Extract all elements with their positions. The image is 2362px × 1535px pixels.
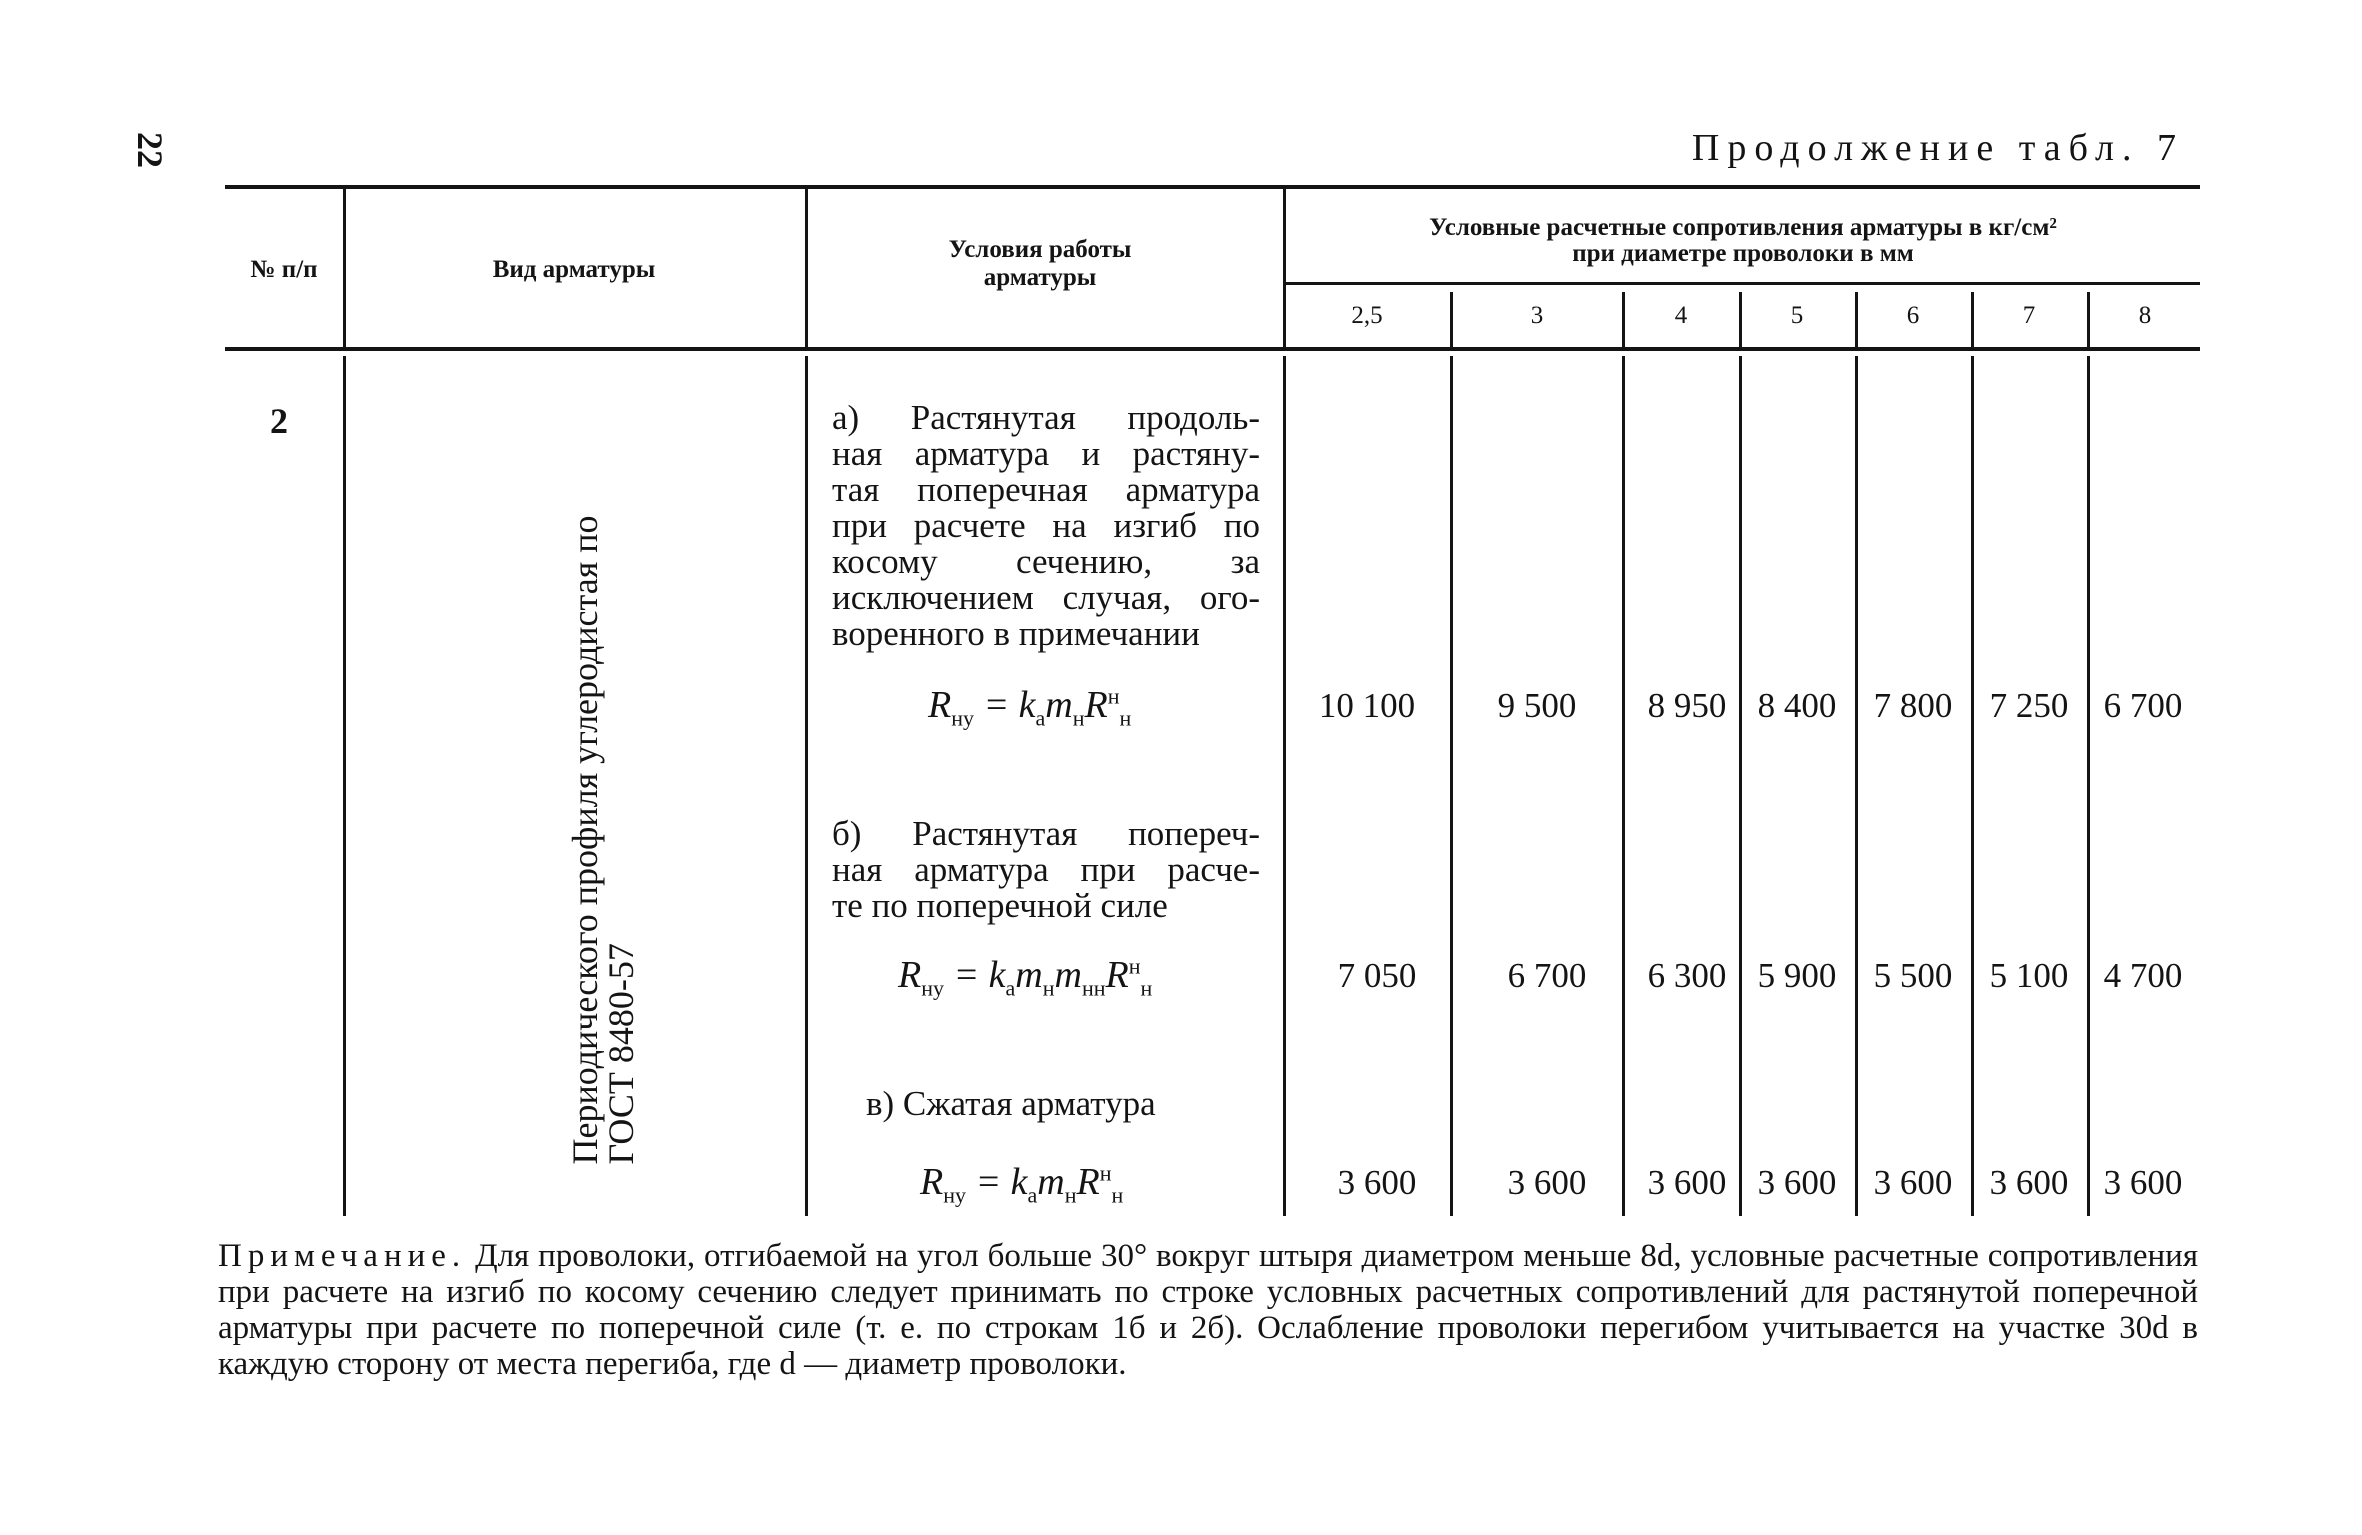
value-a: 8 400 xyxy=(1757,686,1837,725)
value-a: 7 250 xyxy=(1989,686,2069,725)
table-note xyxy=(218,1238,2198,1382)
value-c: 3 600 xyxy=(1647,1163,1727,1202)
row-number: 2 xyxy=(270,401,288,441)
table-continuation-caption: Продолжение табл. 7 xyxy=(1691,127,2184,169)
value-b: 6 300 xyxy=(1647,956,1727,995)
diameter-header: 2,5 xyxy=(1351,302,1383,329)
header-working-conditions: Условия работы арматуры xyxy=(948,236,1132,291)
header-reinforcement-type: Вид арматуры xyxy=(492,256,656,283)
note-text: Для проволоки, отгибаемой на угол больше 30° вокруг штыря диаметром меньше 8d, условные расчетные сопротивления при расчете на изгиб по косому сечению следует принимать по строке условных расчетных сопротивлений для растянутой поперечной арматуры при расчете по поперечной силе (т. е. по строкам 1б и 2б). Ослабление проволоки перегибом учитывается на участке 30d в каждую сторону от места перегиба, где d — диаметр проволоки. xyxy=(218,1238,2198,1382)
value-c: 3 600 xyxy=(1989,1163,2069,1202)
body-col-divider xyxy=(805,356,808,1216)
value-a: 9 500 xyxy=(1497,686,1577,725)
formula-b: $R_{ну} = k_аm_нm_{нн}R^н_н$ xyxy=(898,953,1153,1001)
condition-a-line: а) Растянутая продоль- xyxy=(832,398,1260,437)
body-col-divider xyxy=(1622,356,1625,1216)
formula-c: $R_{ну} = k_аm_нR^н_н$ xyxy=(920,1160,1124,1208)
value-a: 8 950 xyxy=(1647,686,1727,725)
diameter-header: 4 xyxy=(1674,302,1688,329)
condition-b-line: б) Растянутая попереч- xyxy=(832,814,1260,853)
condition-a-line: косому сечению, за xyxy=(832,542,1260,581)
diameter-header: 7 xyxy=(2022,302,2036,329)
value-c: 3 600 xyxy=(1873,1163,1953,1202)
value-a: 10 100 xyxy=(1318,686,1416,725)
reinforcement-type-line2: ГОСТ 8480-57 xyxy=(601,943,641,1165)
value-b: 5 500 xyxy=(1873,956,1953,995)
body-col-divider xyxy=(1739,356,1742,1216)
note-heading: Примечание. xyxy=(218,1238,467,1274)
body-col-divider xyxy=(2087,356,2090,1216)
value-b: 7 050 xyxy=(1337,956,1417,995)
value-c: 3 600 xyxy=(2103,1163,2183,1202)
diameter-header: 3 xyxy=(1530,302,1544,329)
value-a: 6 700 xyxy=(2103,686,2183,725)
body-col-divider xyxy=(343,356,346,1216)
condition-a-line: исключением случая, ого- xyxy=(832,578,1260,617)
value-c: 3 600 xyxy=(1757,1163,1837,1202)
condition-a-line: ная арматура и растяну- xyxy=(832,434,1260,473)
value-b: 4 700 xyxy=(2103,956,2183,995)
header-sub-rule xyxy=(1285,282,2200,285)
table-top-rule xyxy=(225,185,2200,189)
condition-a-line: воренного в примечании xyxy=(832,614,1200,653)
body-col-divider xyxy=(1283,356,1286,1216)
body-col-divider xyxy=(1855,356,1858,1216)
header-resistances-line2: при диаметре проволоки в мм xyxy=(1572,240,1914,267)
header-resistances-line1: Условные расчетные сопротивления арматуры в кг/см² xyxy=(1429,214,2057,241)
reinforcement-type-vertical xyxy=(567,515,639,1164)
value-b: 6 700 xyxy=(1507,956,1587,995)
header-col-divider xyxy=(1622,292,1625,347)
condition-b-line: те по поперечной силе xyxy=(832,886,1168,925)
condition-a-line: тая поперечная арматура xyxy=(832,470,1260,509)
reinforcement-type-line1: Периодического профиля углеродистая по xyxy=(565,515,605,1165)
header-number: № п/п xyxy=(250,256,318,283)
diameter-header: 5 xyxy=(1790,302,1804,329)
formula-a: $R_{ну} = k_аm_нR^н_н$ xyxy=(928,683,1132,731)
diameter-header: 8 xyxy=(2138,302,2152,329)
header-col-divider xyxy=(1450,292,1453,347)
body-col-divider xyxy=(1971,356,1974,1216)
value-c: 3 600 xyxy=(1507,1163,1587,1202)
condition-c-line: в) Сжатая арматура xyxy=(866,1084,1156,1123)
condition-b-line: ная арматура при расче- xyxy=(832,850,1260,889)
condition-a-line: при расчете на изгиб по xyxy=(832,506,1260,545)
diameter-header: 6 xyxy=(1906,302,1920,329)
body-col-divider xyxy=(1450,356,1453,1216)
header-col-divider xyxy=(805,189,808,347)
header-col-divider xyxy=(1283,189,1286,347)
page-number: 22 xyxy=(130,132,170,168)
header-bottom-rule xyxy=(225,347,2200,351)
value-a: 7 800 xyxy=(1873,686,1953,725)
value-b: 5 900 xyxy=(1757,956,1837,995)
value-c: 3 600 xyxy=(1337,1163,1417,1202)
value-b: 5 100 xyxy=(1989,956,2069,995)
